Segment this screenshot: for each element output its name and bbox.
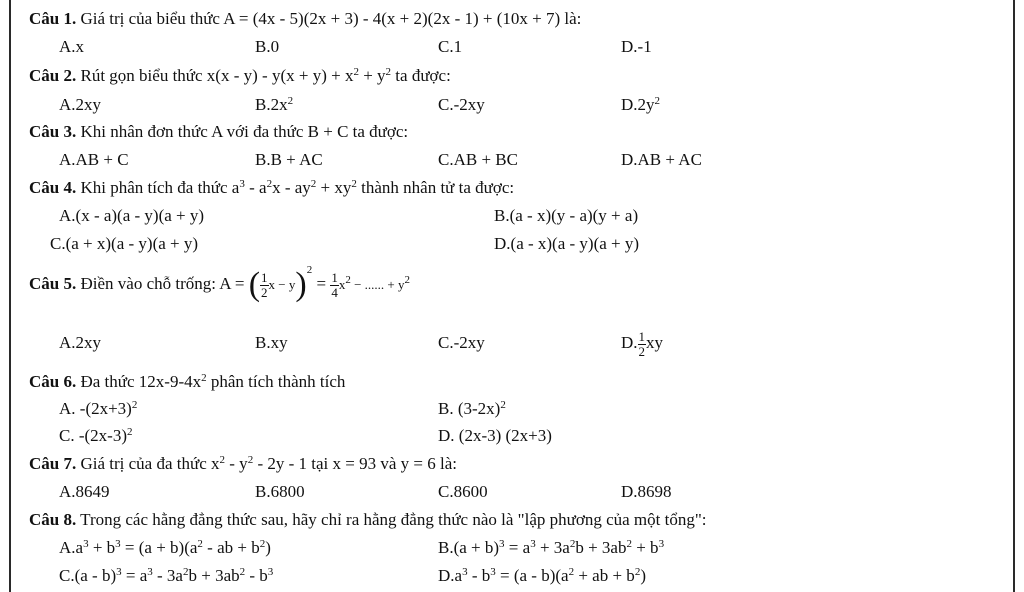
question-8: [29, 510, 707, 530]
q5-option-c: C.-2xy: [438, 333, 485, 352]
option-text: - ab + b: [202, 538, 260, 557]
q4-option-a: A.(x - a)(a - y)(a + y): [59, 206, 205, 225]
q7-option-c: C.8600: [438, 482, 488, 501]
exponent: 3: [462, 566, 468, 578]
exponent: 2: [345, 274, 351, 286]
question-label: Câu 3.: [29, 122, 77, 141]
option-text: A. -(2x+3): [59, 399, 132, 418]
exponent: 3: [116, 566, 122, 578]
fraction-numerator: 1: [261, 269, 268, 285]
q8-option-c: [59, 566, 273, 586]
right-border: [1013, 0, 1015, 592]
option-text: b + 3ab: [188, 566, 240, 585]
exponent: 2: [126, 426, 133, 438]
question-text: - a: [244, 178, 267, 197]
exponent: 2: [182, 566, 189, 578]
option-text: B.2x: [255, 95, 288, 114]
exponent: 3: [147, 566, 153, 578]
q1-option-b: B.0: [255, 37, 280, 56]
question-label: Câu 5.: [29, 274, 77, 293]
exponent: 2: [266, 178, 273, 190]
q7-option-d: D.8698: [621, 482, 672, 501]
q6-option-c: [59, 426, 132, 446]
q8-option-d: [438, 566, 646, 586]
equals: =: [312, 274, 331, 293]
fraction-numerator: 1: [638, 328, 646, 344]
expression: − ...... + y: [350, 277, 405, 292]
exponent: 3: [239, 178, 245, 190]
question-3: [29, 122, 408, 142]
question-1: [29, 9, 581, 29]
q3-option-b: B.B + AC: [255, 150, 323, 169]
exponent: 3: [530, 538, 536, 550]
option-text: C. -(2x-3): [59, 426, 127, 445]
option-text: - b: [245, 566, 268, 585]
fraction-denominator: 4: [331, 284, 338, 300]
exponent: 3: [115, 538, 121, 550]
q4-option-b: B.(a - x)(y - a)(y + a): [494, 206, 639, 225]
paren-open: (: [248, 266, 261, 304]
exponent: 2: [500, 399, 506, 411]
q5-option-a: A.2xy: [59, 333, 102, 352]
fraction: [260, 271, 269, 300]
exponent: 3: [658, 538, 665, 550]
option-text: B. (3-2x): [438, 399, 501, 418]
option-text: - 3a: [152, 566, 183, 585]
option-text: ): [265, 538, 271, 557]
q2-option-b: [255, 95, 293, 115]
question-text: - y: [225, 454, 248, 473]
q2-option-d: [621, 95, 660, 115]
question-text: - 2y - 1 tại x = 93 và y = 6 là:: [253, 454, 457, 473]
option-text: = (a - b)(a: [495, 566, 569, 585]
exponent: 2: [385, 66, 392, 78]
question-label: Câu 7.: [29, 454, 77, 473]
q5-option-d: [621, 321, 663, 365]
question-text: Khi nhân đơn thức A với đa thức B + C ta được:: [76, 122, 409, 141]
exponent: 2: [310, 178, 317, 190]
question-label: Câu 6.: [29, 372, 77, 391]
exponent: 2: [259, 538, 266, 550]
question-text: Đa thức 12x-9-4x: [76, 372, 202, 391]
option-text: ): [640, 566, 646, 585]
fraction-denominator: 2: [638, 343, 646, 359]
q3-option-d: D.AB + AC: [621, 150, 702, 169]
question-text: ta được:: [391, 66, 451, 85]
question-6: [29, 372, 345, 392]
exponent: 3: [499, 538, 505, 550]
exponent: 2: [219, 454, 226, 466]
exponent: 2: [569, 538, 576, 550]
q1-option-c: C.1: [438, 37, 463, 56]
exponent: 2: [634, 566, 641, 578]
exponent: 2: [239, 566, 246, 578]
option-text: = a: [121, 566, 148, 585]
option-text: A.a: [59, 538, 84, 557]
exponent: 3: [83, 538, 89, 550]
option-text: b + 3ab: [575, 538, 627, 557]
fraction-denominator: 2: [261, 284, 268, 300]
q7-option-a: A.8649: [59, 482, 110, 501]
question-text: thành nhân tử ta được:: [356, 178, 515, 197]
exponent: 2: [197, 538, 203, 550]
q6-option-a: [59, 399, 137, 419]
q8-option-b: [438, 538, 664, 558]
q4-option-c: C.(a + x)(a - y)(a + y): [50, 234, 199, 253]
q1-option-a: A.x: [59, 37, 85, 56]
question-text: Khi phân tích đa thức a: [76, 178, 240, 197]
option-text: + 3a: [535, 538, 570, 557]
fraction: [638, 330, 647, 359]
q7-option-b: B.6800: [255, 482, 305, 501]
option-text: C.(a - b): [59, 566, 117, 585]
q3-option-c: C.AB + BC: [438, 150, 518, 169]
option-text: D.: [621, 333, 638, 352]
exponent: 2: [247, 454, 254, 466]
fraction: [330, 271, 339, 300]
question-text: + y: [358, 66, 386, 85]
exponent: 2: [131, 399, 138, 411]
exponent: 2: [287, 95, 294, 107]
option-text: = a: [504, 538, 531, 557]
q2-option-a: A.2xy: [59, 95, 102, 114]
question-text: + xy: [316, 178, 352, 197]
question-text: phân tích thành tích: [206, 372, 346, 391]
option-text: + ab + b: [574, 566, 635, 585]
question-4: [29, 178, 514, 198]
q3-option-a: A.AB + C: [59, 150, 129, 169]
exponent: 2: [568, 566, 575, 578]
question-label: Câu 8.: [29, 510, 77, 529]
option-text: + b: [631, 538, 659, 557]
question-2: [29, 66, 451, 86]
option-text: + b: [88, 538, 116, 557]
option-text: D.2y: [621, 95, 655, 114]
exponent: 2: [404, 274, 410, 286]
question-text: x - ay: [272, 178, 311, 197]
left-border: [9, 0, 11, 592]
exponent: 2: [626, 538, 632, 550]
exponent: 2: [654, 95, 661, 107]
option-text: D.a: [438, 566, 463, 585]
question-text: Giá trị của đa thức x: [76, 454, 220, 473]
exponent: 3: [490, 566, 496, 578]
exponent: 2: [201, 372, 207, 384]
exponent: 2: [351, 178, 357, 190]
question-text: Trong các hằng đẳng thức sau, hãy chỉ ra hằng đẳng thức nào là "lập phương của một tổng":: [76, 510, 707, 529]
paren-close: ): [295, 266, 307, 304]
question-7: [29, 454, 457, 474]
exponent: 2: [353, 66, 359, 78]
expression: x − y: [268, 277, 296, 292]
q8-option-a: [59, 538, 271, 558]
question-label: Câu 1.: [29, 9, 77, 28]
exponent: 2: [306, 264, 313, 276]
fraction-numerator: 1: [331, 269, 338, 285]
question-text: Giá trị của biểu thức A = (4x - 5)(2x + 3) - 4(x + 2)(2x - 1) + (10x + 7) là:: [76, 9, 582, 28]
q2-option-c: C.-2xy: [438, 95, 485, 114]
option-text: - b: [467, 566, 491, 585]
expression: x: [338, 277, 346, 292]
q5-option-b: B.xy: [255, 333, 288, 352]
question-5: [29, 262, 410, 307]
q1-option-d: D.-1: [621, 37, 652, 56]
exponent: 3: [267, 566, 274, 578]
option-text: B.(a + b): [438, 538, 500, 557]
question-text: Rút gọn biểu thức x(x - y) - y(x + y) + x: [76, 66, 354, 85]
q6-option-b: [438, 399, 506, 419]
option-text: = (a + b)(a: [120, 538, 198, 557]
q6-option-d: D. (2x-3) (2x+3): [438, 426, 552, 445]
question-text: Điền vào chỗ trống: A =: [76, 274, 249, 293]
option-text: xy: [646, 333, 664, 352]
q4-option-d: D.(a - x)(a - y)(a + y): [494, 234, 640, 253]
question-label: Câu 4.: [29, 178, 77, 197]
question-label: Câu 2.: [29, 66, 77, 85]
